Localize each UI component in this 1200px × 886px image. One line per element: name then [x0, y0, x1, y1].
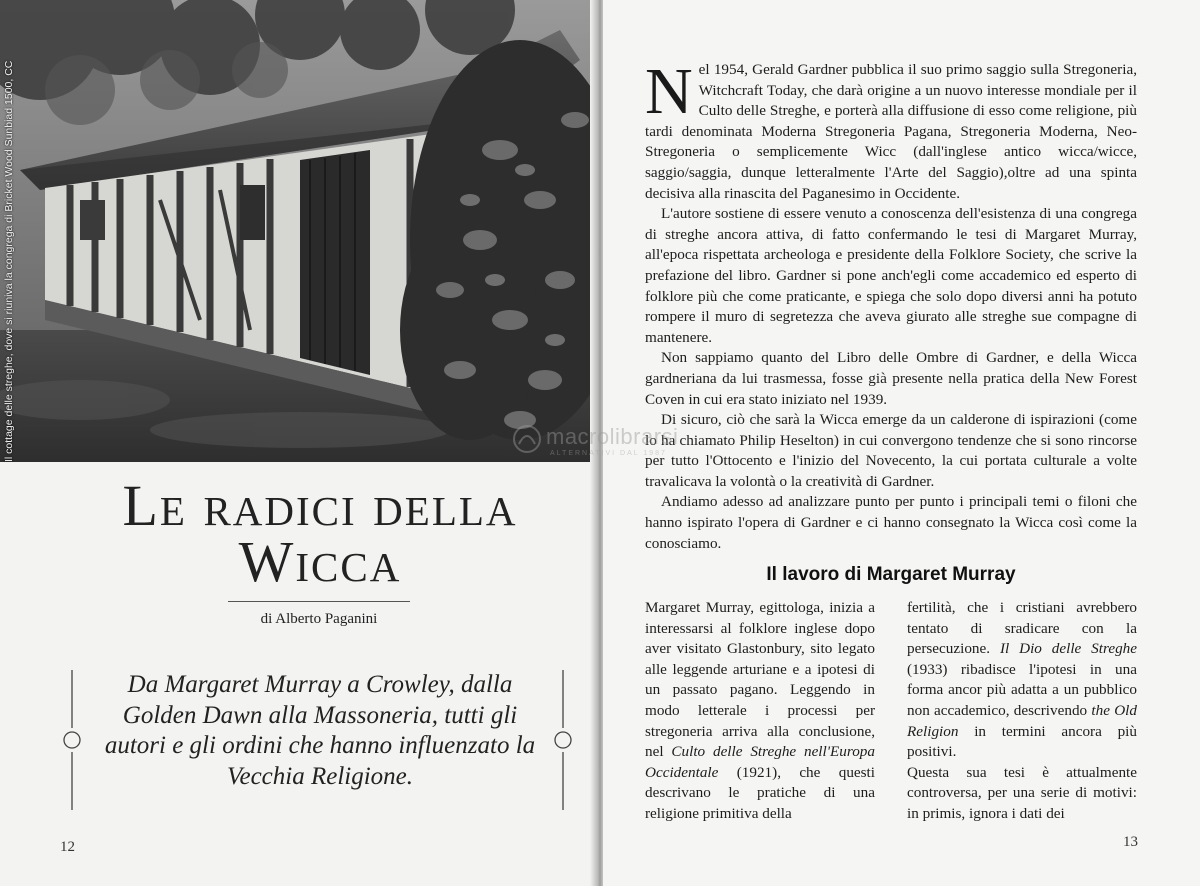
paragraph-5: Andiamo adesso ad analizzare punto per punto i principali temi o filoni che hanno ispirato l'opera di Gardner e ci hanno consegnato la Wicca così come la conosciamo.	[645, 493, 1137, 552]
page-title	[60, 473, 580, 594]
column-1	[645, 598, 875, 825]
photo-caption: Il cottage delle streghe, dove si riuniva la congrega di Bricket Wood Sunbiad 1500, CC	[3, 60, 15, 462]
section-heading: Il lavoro di Margaret Murray	[766, 564, 1016, 585]
ornament-left-icon	[62, 670, 82, 810]
watermark-text: macrolibrarsi	[546, 424, 679, 449]
paragraph-2: L'autore sostiene di essere venuto a conoscenza dell'esistenza di una congrega di streghe ancora attiva, di fatto confermando le tesi di Margaret Murray, all'epoca rispettata archeologa e presidente della Folklore Society, che scrive la prefazione del libro. Gardner si pone anch'egli come accademico ed esperto di folklore più che come praticante, e spiega che solo dopo diversi anni ha potuto rompere il muro di segretezza che aveva giurato alle streghe sue compagne di mantenere.	[645, 205, 1137, 346]
ornament-right-icon	[553, 670, 573, 810]
article-body	[645, 55, 1137, 554]
title-line-1: Le radici della	[122, 473, 518, 538]
byline-rule	[228, 601, 410, 602]
left-page	[0, 0, 597, 886]
right-page	[603, 0, 1200, 886]
byline: di Alberto Paganini	[260, 611, 378, 627]
column-2	[907, 598, 1137, 825]
tagline: Da Margaret Murray a Crowley, dalla Golden Dawn alla Massoneria, tutti gli autori e gli ordini che hanno influenzato la Vecchia Religione.	[104, 671, 536, 790]
paragraph-1: Nel 1954, Gerald Gardner pubblica il suo primo saggio sulla Stregoneria, Witchcraft Today, che darà origine a un nuovo interesse mondiale per il Culto delle Streghe, e porterà alla diffusione di esso come religione, più tardi denominata Moderna Stregoneria Pagana, Stregoneria Moderna, Neo-Stregoneria o semplicemente Wicc (dall'inglese antico wicca/wicce, saggio/saggia, dunque letteralmente l'Arte del Saggio),oltre ad una spinta decisiva alla rinascita del Paganesimo in Occidente.	[645, 55, 1137, 202]
paragraph-3: Non sappiamo quanto del Libro delle Ombre di Gardner, e della Wicca gardneriana da lui trasmessa, fosse già presente nella pratica della New Forest Coven in cui era stato iniziato nel 1939.	[645, 349, 1137, 408]
column-2-text: fertilità, che i cristiani avrebbero tentato di sradicare con la persecuzione. Il Dio delle Streghe (1933) ribadisce l'ipotesi in una forma ancor più adatta a un pubblico non accademico, descrivendo the Old Religion in termini ancora più positivi.	[907, 599, 1137, 761]
cottage-photo	[0, 0, 597, 462]
column-2-text-2: Questa sua tesi è attualmente controversa, per una serie di motivi: in primis, ignora i dati dei	[907, 763, 1137, 822]
title-line-2: Wicca	[238, 529, 402, 594]
paragraph-4: Di sicuro, ciò che sarà la Wicca emerge da un calderone di ispirazioni (come lo ha chiamato Philip Heselton) in cui convergono tendenze che si sono rincorse per tutto l'Ottocento e l'inizio del Novecento, la cui portata culturale a volte travalicava la volontà o la creatività di Gardner.	[645, 411, 1137, 490]
page-number-right: 13	[1123, 834, 1138, 850]
page-number-left: 12	[60, 839, 75, 855]
watermark-subtext: ALTERNATIVI DAL 1987	[550, 450, 667, 457]
column-1-text: Margaret Murray, egittologa, inizia a interessarsi al folklore inglese dopo aver visitato Glastonbury, sito legato alle leggende arturiane e a ipotesi di un passato pagano. Leggendo in modo letterale i processi per stregoneria arriva alla conclusione, nel Culto delle Streghe nell'Europa Occidentale (1921), che questi descrivano le pratiche di una religione primitiva della	[645, 599, 875, 822]
drop-cap: N	[645, 55, 693, 128]
